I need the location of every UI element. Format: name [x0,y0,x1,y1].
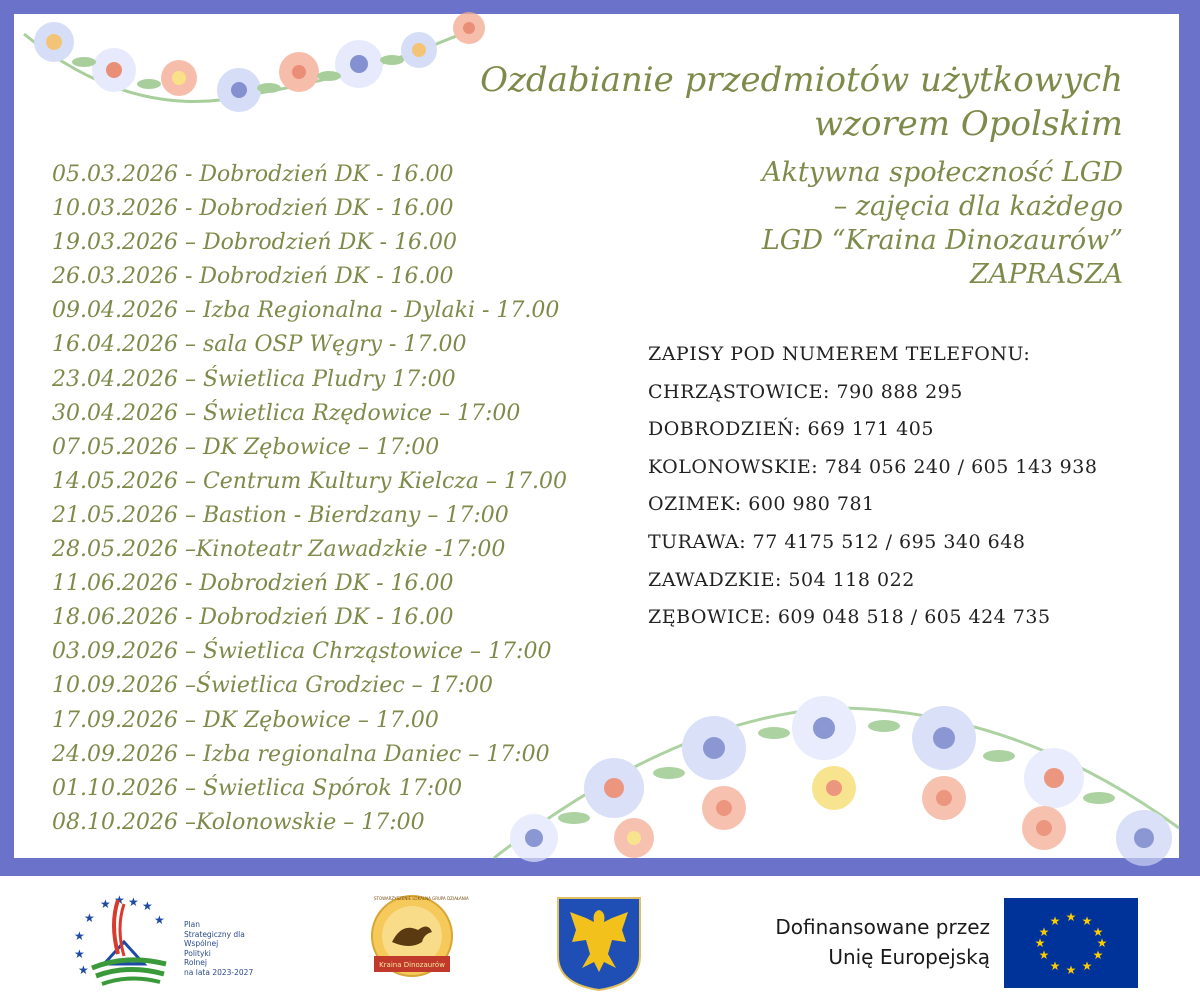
eu-flag-icon [1004,898,1138,988]
contact-row: CHRZĄSTOWICE: 790 888 295 [648,380,963,403]
svg-text:★: ★ [142,899,153,913]
schedule-item: 05.03.2026 - Dobrodzień DK - 16.00 [52,162,454,187]
ksow-logo-icon [70,894,180,988]
eu-star-icon: ★ [1081,914,1093,928]
contact-row: OZIMEK: 600 980 781 [648,493,875,516]
title-line: wzorem Opolskim [813,104,1123,144]
svg-text:★: ★ [84,911,95,925]
eu-funding-text [720,912,990,972]
schedule-list [52,158,632,840]
schedule-item: 26.03.2026 - Dobrodzień DK - 16.00 [52,264,454,290]
eu-star-icon: ★ [1065,910,1077,924]
eu-star-icon: ★ [1081,959,1093,973]
schedule-item: 14.05.2026 – Centrum Kultury Kielcza – 17.00 [52,468,567,494]
contact-row: ZĘBOWICE: 609 048 518 / 605 424 735 [648,606,1051,629]
schedule-item: 18.06.2026 - Dobrodzień DK - 16.00 [52,605,454,631]
eu-text-line: Dofinansowane przez [775,915,990,939]
schedule-item: 30.04.2026 – Świetlica Rzędowice – 17:00 [52,400,521,426]
svg-text:★: ★ [74,929,85,943]
contacts-block [648,336,1178,637]
svg-text:★: ★ [128,895,139,909]
ksow-logo-text: Plan Strategiczny dla Wspólnej Polityki Rolnej na lata 2023-2027 [184,920,254,977]
lgd-logo-ring-text: STOWARZYSZENIE LOKALNA GRUPA DZIAŁANIA [374,896,469,901]
schedule-item: 10.03.2026 - Dobrodzień DK - 16.00 [52,196,454,222]
schedule-item: 24.09.2026 – Izba regionalna Daniec – 17:00 [52,741,550,767]
schedule-item: 16.04.2026 – sala OSP Węgry - 17.00 [52,332,467,358]
contact-row: ZAWADZKIE: 504 118 022 [648,568,915,591]
title-line: Ozdabianie przedmiotów użytkowych [480,60,1123,100]
subtitle [603,156,1123,292]
svg-text:★: ★ [154,913,165,927]
svg-text:★: ★ [100,897,111,911]
eu-star-icon: ★ [1038,925,1050,939]
contact-row: DOBRODZIEŃ: 669 171 405 [648,418,934,441]
svg-text:★: ★ [74,947,85,961]
subtitle-line: Aktywna społeczność LGD [762,157,1123,188]
schedule-item: 01.10.2026 – Świetlica Spórok 17:00 [52,775,463,801]
schedule-item: 11.06.2026 - Dobrodzień DK - 16.00 [52,571,454,597]
page-title [363,58,1123,146]
eu-star-icon: ★ [1038,948,1050,962]
schedule-item: 10.09.2026 –Świetlica Grodziec – 17:00 [52,673,494,699]
footer-logos [0,876,1200,1006]
schedule-item: 19.03.2026 – Dobrodzień DK - 16.00 [52,230,458,256]
opole-eagle-icon [556,896,642,992]
svg-text:★: ★ [78,963,89,977]
eu-star-icon: ★ [1092,948,1104,962]
schedule-item: 17.09.2026 – DK Zębowice – 17.00 [52,707,439,733]
eu-star-icon: ★ [1049,959,1061,973]
subtitle-line: – zajęcia dla każdego [833,191,1123,222]
schedule-item: 21.05.2026 – Bastion - Bierdzany – 17:00 [52,502,509,528]
eu-star-icon: ★ [1096,936,1108,950]
eu-star-icon: ★ [1034,936,1046,950]
eu-star-icon: ★ [1065,963,1077,977]
svg-text:★: ★ [114,893,125,907]
eu-text-line: Unię Europejską [828,945,990,969]
subtitle-line: LGD “Kraina Dinozaurów” [761,225,1123,256]
schedule-item: 09.04.2026 – Izba Regionalna - Dylaki - 17.00 [52,298,560,324]
schedule-item: 03.09.2026 – Świetlica Chrząstowice – 17:00 [52,639,552,665]
schedule-item: 23.04.2026 – Świetlica Pludry 17:00 [52,366,456,392]
contact-row: KOLONOWSKIE: 784 056 240 / 605 143 938 [648,455,1098,478]
lgd-logo-banner: Kraina Dinozaurów [379,961,445,969]
eu-star-icon: ★ [1049,914,1061,928]
schedule-item: 28.05.2026 –Kinoteatr Zawadzkie -17:00 [52,537,506,563]
eu-star-icon: ★ [1092,925,1104,939]
contact-row: TURAWA: 77 4175 512 / 695 340 648 [648,530,1026,553]
subtitle-line: ZAPRASZA [969,259,1123,290]
schedule-item: 07.05.2026 – DK Zębowice – 17:00 [52,434,440,460]
contacts-heading: ZAPISY POD NUMEREM TELEFONU: [648,343,1031,365]
schedule-item: 08.10.2026 –Kolonowskie – 17:00 [52,809,425,835]
